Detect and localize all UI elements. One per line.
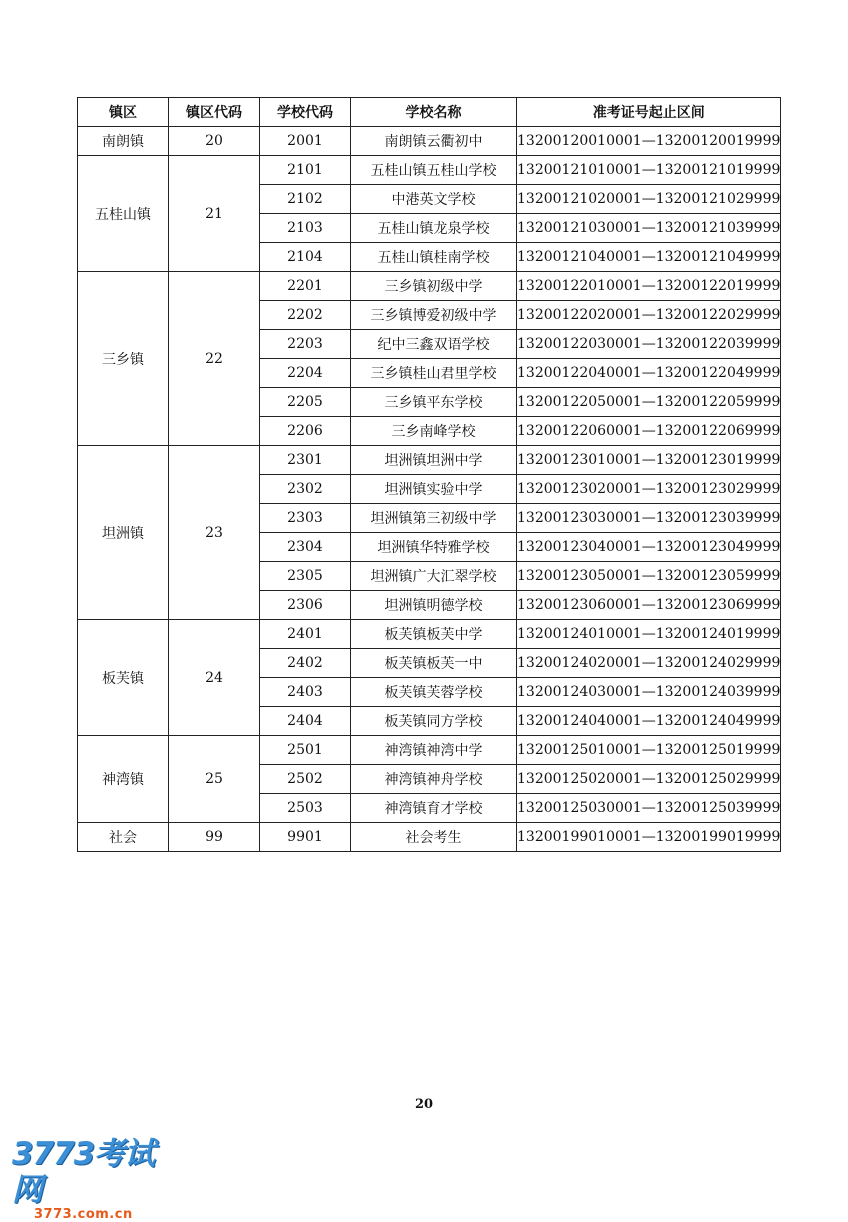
school-name-cell: 板芙镇同方学校 xyxy=(351,707,517,736)
school-name-cell: 三乡镇平东学校 xyxy=(351,388,517,417)
ticket-range-cell: 13200123030001—13200123039999 xyxy=(517,504,781,533)
ticket-range-cell: 13200122030001—13200122039999 xyxy=(517,330,781,359)
table-header-row xyxy=(78,98,781,127)
ticket-range-cell: 13200124020001—13200124029999 xyxy=(517,649,781,678)
school-name-cell: 坦洲镇广大汇翠学校 xyxy=(351,562,517,591)
school-code-cell: 2401 xyxy=(260,620,351,649)
school-code-cell: 2303 xyxy=(260,504,351,533)
ticket-range-cell: 13200122010001—13200122019999 xyxy=(517,272,781,301)
ticket-range-cell: 13200121030001—13200121039999 xyxy=(517,214,781,243)
school-code-cell: 2102 xyxy=(260,185,351,214)
town-code-cell: 24 xyxy=(169,620,260,736)
school-name-cell: 神湾镇神湾中学 xyxy=(351,736,517,765)
school-code-cell: 2101 xyxy=(260,156,351,185)
school-code-cell: 2202 xyxy=(260,301,351,330)
school-name-cell: 中港英文学校 xyxy=(351,185,517,214)
town-cell: 神湾镇 xyxy=(78,736,169,823)
watermark-main-text: 3773考试网 xyxy=(12,1136,155,1208)
town-cell: 五桂山镇 xyxy=(78,156,169,272)
header-town: 镇区 xyxy=(78,98,169,127)
school-name-cell: 三乡南峰学校 xyxy=(351,417,517,446)
table-row xyxy=(78,156,781,185)
town-code-cell: 99 xyxy=(169,823,260,852)
school-name-cell: 社会考生 xyxy=(351,823,517,852)
town-cell: 板芙镇 xyxy=(78,620,169,736)
school-code-cell: 2203 xyxy=(260,330,351,359)
ticket-range-cell: 13200123040001—13200123049999 xyxy=(517,533,781,562)
school-name-cell: 神湾镇神舟学校 xyxy=(351,765,517,794)
school-code-cell: 2403 xyxy=(260,678,351,707)
ticket-range-cell: 13200122020001—13200122029999 xyxy=(517,301,781,330)
ticket-range-cell: 13200125010001—13200125019999 xyxy=(517,736,781,765)
school-code-cell: 2502 xyxy=(260,765,351,794)
school-code-cell: 2302 xyxy=(260,475,351,504)
school-code-cell: 2104 xyxy=(260,243,351,272)
school-name-cell: 坦洲镇第三初级中学 xyxy=(351,504,517,533)
watermark-sub-text: 3773.com.cn xyxy=(34,1207,133,1222)
table-row xyxy=(78,272,781,301)
school-name-cell: 南朗镇云衢初中 xyxy=(351,127,517,156)
exam-number-table xyxy=(77,97,781,852)
school-code-cell: 2402 xyxy=(260,649,351,678)
school-name-cell: 板芙镇芙蓉学校 xyxy=(351,678,517,707)
header-town-code: 镇区代码 xyxy=(169,98,260,127)
table-row xyxy=(78,620,781,649)
header-school-code: 学校代码 xyxy=(260,98,351,127)
ticket-range-cell: 13200125020001—13200125029999 xyxy=(517,765,781,794)
town-code-cell: 21 xyxy=(169,156,260,272)
school-name-cell: 五桂山镇五桂山学校 xyxy=(351,156,517,185)
school-code-cell: 2501 xyxy=(260,736,351,765)
ticket-range-cell: 13200124030001—13200124039999 xyxy=(517,678,781,707)
table-row xyxy=(78,127,781,156)
header-ticket-range: 准考证号起止区间 xyxy=(517,98,781,127)
school-code-cell: 9901 xyxy=(260,823,351,852)
ticket-range-cell: 13200123050001—13200123059999 xyxy=(517,562,781,591)
ticket-range-cell: 13200120010001—13200120019999 xyxy=(517,127,781,156)
ticket-range-cell: 13200124010001—13200124019999 xyxy=(517,620,781,649)
ticket-range-cell: 13200121040001—13200121049999 xyxy=(517,243,781,272)
school-name-cell: 三乡镇桂山君里学校 xyxy=(351,359,517,388)
school-code-cell: 2306 xyxy=(260,591,351,620)
town-code-cell: 25 xyxy=(169,736,260,823)
school-name-cell: 三乡镇博爱初级中学 xyxy=(351,301,517,330)
school-code-cell: 2304 xyxy=(260,533,351,562)
school-name-cell: 板芙镇板芙中学 xyxy=(351,620,517,649)
ticket-range-cell: 13200124040001—13200124049999 xyxy=(517,707,781,736)
school-name-cell: 纪中三鑫双语学校 xyxy=(351,330,517,359)
school-name-cell: 五桂山镇桂南学校 xyxy=(351,243,517,272)
school-code-cell: 2103 xyxy=(260,214,351,243)
town-code-cell: 20 xyxy=(169,127,260,156)
ticket-range-cell: 13200122060001—13200122069999 xyxy=(517,417,781,446)
school-code-cell: 2204 xyxy=(260,359,351,388)
ticket-range-cell: 13200123060001—13200123069999 xyxy=(517,591,781,620)
school-name-cell: 五桂山镇龙泉学校 xyxy=(351,214,517,243)
school-name-cell: 坦洲镇华特雅学校 xyxy=(351,533,517,562)
school-code-cell: 2301 xyxy=(260,446,351,475)
ticket-range-cell: 13200123010001—13200123019999 xyxy=(517,446,781,475)
site-watermark-logo xyxy=(12,1136,182,1222)
ticket-range-cell: 13200121010001—13200121019999 xyxy=(517,156,781,185)
ticket-range-cell: 13200122050001—13200122059999 xyxy=(517,388,781,417)
town-code-cell: 22 xyxy=(169,272,260,446)
table-row xyxy=(78,446,781,475)
school-code-cell: 2305 xyxy=(260,562,351,591)
school-name-cell: 坦洲镇实验中学 xyxy=(351,475,517,504)
school-code-cell: 2201 xyxy=(260,272,351,301)
page-number: 20 xyxy=(414,1097,434,1112)
school-code-cell: 2503 xyxy=(260,794,351,823)
ticket-range-cell: 13200123020001—13200123029999 xyxy=(517,475,781,504)
town-cell: 坦洲镇 xyxy=(78,446,169,620)
ticket-range-cell: 13200121020001—13200121029999 xyxy=(517,185,781,214)
school-name-cell: 坦洲镇坦洲中学 xyxy=(351,446,517,475)
ticket-range-cell: 13200122040001—13200122049999 xyxy=(517,359,781,388)
town-cell: 南朗镇 xyxy=(78,127,169,156)
school-name-cell: 三乡镇初级中学 xyxy=(351,272,517,301)
table-body xyxy=(78,127,781,852)
ticket-range-cell: 13200199010001—13200199019999 xyxy=(517,823,781,852)
school-code-cell: 2205 xyxy=(260,388,351,417)
town-code-cell: 23 xyxy=(169,446,260,620)
school-name-cell: 神湾镇育才学校 xyxy=(351,794,517,823)
school-code-cell: 2206 xyxy=(260,417,351,446)
school-name-cell: 坦洲镇明德学校 xyxy=(351,591,517,620)
table-row xyxy=(78,823,781,852)
table-row xyxy=(78,736,781,765)
school-name-cell: 板芙镇板芙一中 xyxy=(351,649,517,678)
ticket-range-cell: 13200125030001—13200125039999 xyxy=(517,794,781,823)
header-school-name: 学校名称 xyxy=(351,98,517,127)
school-code-cell: 2404 xyxy=(260,707,351,736)
town-cell: 三乡镇 xyxy=(78,272,169,446)
town-cell: 社会 xyxy=(78,823,169,852)
school-code-cell: 2001 xyxy=(260,127,351,156)
